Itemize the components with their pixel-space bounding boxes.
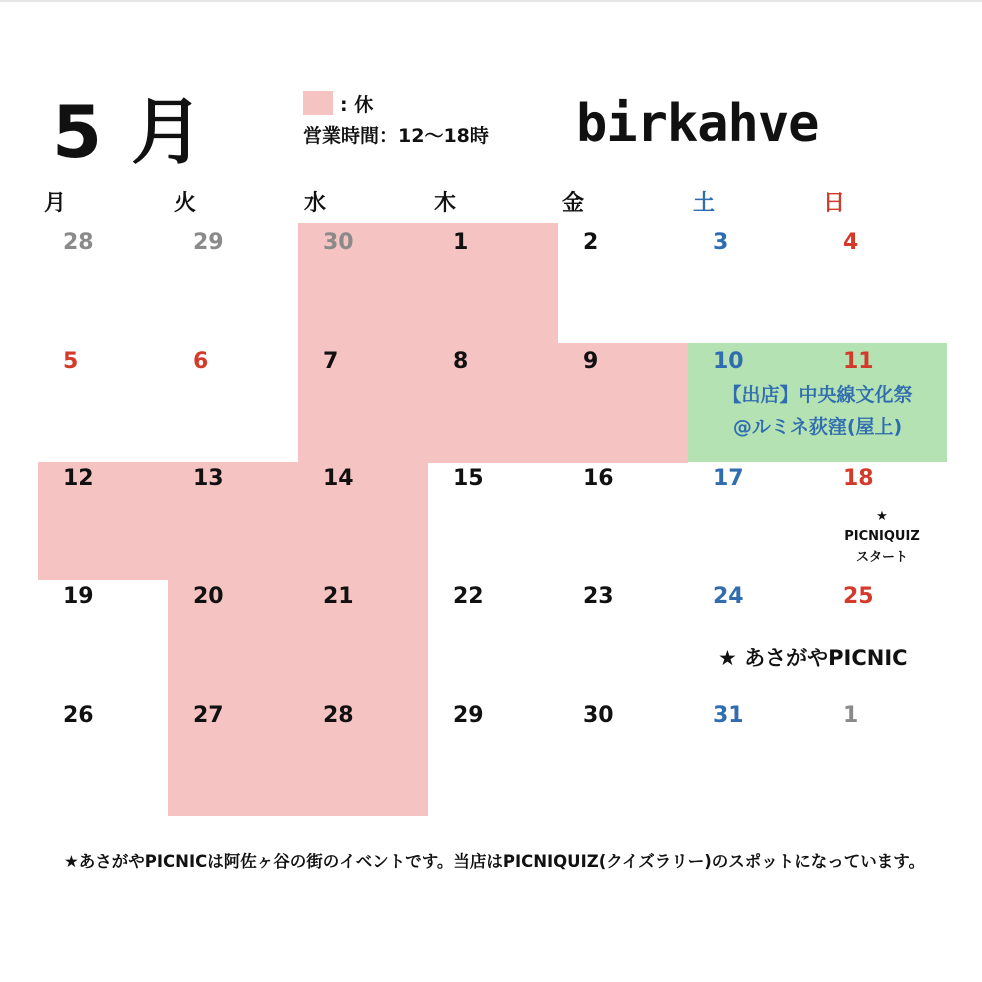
weekday-sun: 日 [823,191,846,216]
weekday-fri: 金 [562,191,585,216]
day-cell: 2 [583,230,599,255]
day-cell: 4 [843,230,859,255]
day-cell: 9 [583,349,599,374]
weekday-tue: 火 [174,191,197,216]
top-border [0,0,982,2]
closed-block-wed-thu [298,223,558,463]
day-cell: 1 [843,703,859,728]
day-cell: 29 [453,703,484,728]
day-cell: 3 [713,230,729,255]
festival-event-line1: 【出店】中央線文化祭 [722,384,913,406]
weekday-sat: 土 [693,191,716,216]
closed-block-week4-5 [168,579,428,816]
day-cell: 30 [323,230,354,255]
business-hours: 営業時間：12〜18時 [303,125,489,147]
day-cell: 12 [63,466,94,491]
closed-block-fri [558,343,688,463]
day-cell: 14 [323,466,354,491]
day-cell: 31 [713,703,744,728]
day-cell: 10 [713,349,744,374]
day-cell: 16 [583,466,614,491]
month-title: 5 月 [52,90,206,174]
day-cell: 28 [63,230,94,255]
weekday-wed: 水 [304,191,327,216]
day-cell: 19 [63,584,94,609]
day-cell: 26 [63,703,94,728]
quiz-star-icon: ★ [876,509,888,524]
day-cell: 29 [193,230,224,255]
weekday-thu: 木 [434,191,457,216]
festival-event-line2: @ルミネ荻窪(屋上) [732,416,903,438]
footer-note: ★あさがやPICNICは阿佐ヶ谷の街のイベントです。当店はPICNIQUIZ(クイズラリー)のスポットになっています。 [64,852,925,871]
day-cell: 24 [713,584,744,609]
day-cell: 5 [63,349,79,374]
picnic-event-label: ★ あさがやPICNIC [718,646,908,670]
day-cell: 21 [323,584,354,609]
day-cell: 1 [453,230,469,255]
day-cell: 27 [193,703,224,728]
day-cell: 17 [713,466,744,491]
day-cell: 8 [453,349,469,374]
day-cell: 28 [323,703,354,728]
closed-legend-swatch [303,91,333,115]
day-cell: 23 [583,584,614,609]
quiz-event-line2: スタート [855,550,908,565]
closed-block-week3 [38,462,428,580]
day-cell: 22 [453,584,484,609]
closed-legend-label: : 休 [340,94,374,116]
day-cell: 30 [583,703,614,728]
day-cell: 7 [323,349,339,374]
day-cell: 6 [193,349,209,374]
day-cell: 25 [843,584,874,609]
day-cell: 15 [453,466,484,491]
brand-logo: birkahve [576,94,819,154]
day-cell: 13 [193,466,224,491]
day-cell: 20 [193,584,224,609]
day-cell: 18 [843,466,874,491]
quiz-event-line1: PICNIQUIZ [844,529,920,544]
day-cell: 11 [843,349,874,374]
weekday-mon: 月 [44,191,67,216]
